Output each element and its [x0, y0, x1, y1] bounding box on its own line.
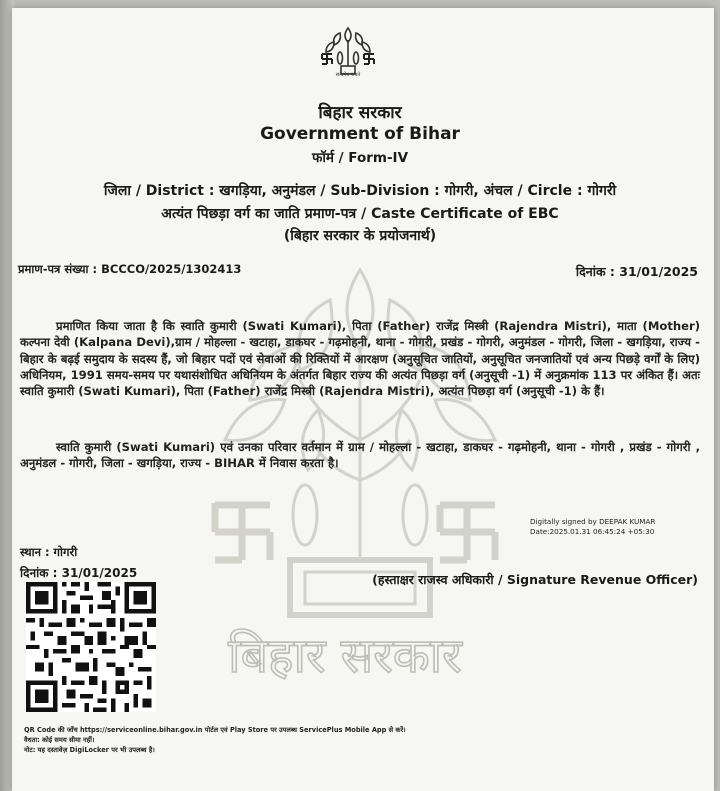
- emblem-motto: सत्यमेव जयते: [335, 72, 361, 78]
- form-number: फॉर्म / Form-IV: [311, 150, 409, 166]
- digital-signature-signer: Digitally signed by DEEPAK KUMAR: [530, 517, 656, 526]
- footer-qr-verification: QR Code की जाँच https://serviceonline.bihar.gov.in पोर्टल एवं Play Store पर उपलब्ध ServicePlus Mobile App से करें।: [24, 726, 406, 734]
- digital-signature: [530, 517, 655, 537]
- paragraph-1-text: प्रमाणित किया जाता है कि स्वाति कुमारी (Swati Kumari), पिता (Father) राजेंद्र मिस्त्री (Rajendra Mistri), माता (Mother) कल्पना देवी (Kalpana Devi),ग्राम / मोहल्ला - खटाहा, डाकघर - गढ़मोहनी, थाना - गोगरी, प्रखंड - गोगरी, अनुमंडल - गोगरी, जिला - खगड़िया, राज्य - बिहार के बढ़ई समुदाय के सदस्य हैं, जो बिहार पदों एवं सेवाओं की रिक्तियों में आरक्षण (अनुसूचित जातियों, अनुसूचित जनजातियों एवं अन्य पिछड़े वर्गों के लिए) अधिनियम, 1991 समय-समय पर यथासंशोधित अधिनियम के अंतर्गत बिहार राज्य की अत्यंत पिछड़ा वर्ग (अनुसूची -1) में अनुक्रमांक 113 पर अंकित हैं। अतः स्वाति कुमारी (Swati Kumari), पिता (Father) राजेंद्र मिस्त्री (Rajendra Mistri), अत्यंत पिछड़ा वर्ग (अनुसूची -1) के हैं।: [20, 319, 700, 399]
- issue-date: दिनांक : 31/01/2025: [20, 566, 138, 580]
- certificate-date: दिनांक : 31/01/2025: [575, 264, 698, 279]
- digital-signature-date: Date:2025.01.31 06:45:24 +05:30: [530, 527, 655, 536]
- issue-place: स्थान : गोगरी: [20, 545, 78, 559]
- footer-digilocker-note: नोट: यह दस्तावेज़ DigiLocker पर भी उपलब्ध है।: [24, 746, 155, 754]
- gov-title-english: Government of Bihar: [260, 124, 460, 144]
- location-line: जिला / District : खगड़िया, अनुमंडल / Sub-Division : गोगरी, अंचल / Circle : गोगरी: [103, 183, 617, 199]
- certificate-purpose: (बिहार सरकार के प्रयोजनार्थ): [283, 228, 437, 244]
- qr-code: [26, 582, 156, 712]
- certificate-title: अत्यंत पिछड़ा वर्ग का जाति प्रमाण-पत्र / Caste Certificate of EBC: [161, 206, 559, 222]
- footer-validity: वैधता: कोई समय सीमा नहीं।: [24, 736, 95, 744]
- watermark-text: बिहार सरकार: [228, 628, 462, 684]
- certificate-number: प्रमाण-पत्र संख्या : BCCCO/2025/1302413: [18, 262, 242, 276]
- paragraph-2-text: स्वाति कुमारी (Swati Kumari) एवं उनका परिवार वर्तमान में ग्राम / मोहल्ला - खटाहा, डाकघर - गढ़मोहनी, थाना - गोगरी , प्रखंड - गोगरी , अनुमंडल - गोगरी, जिला - खगड़िया, राज्य - BIHAR में निवास करता है।: [20, 440, 700, 471]
- certificate-paragraph-1: [20, 318, 700, 399]
- signatory-label: (हस्ताक्षर राजस्व अधिकारी / Signature Revenue Officer): [372, 572, 698, 587]
- certificate-paragraph-2: [20, 439, 700, 472]
- gov-title-hindi: बिहार सरकार: [318, 103, 402, 123]
